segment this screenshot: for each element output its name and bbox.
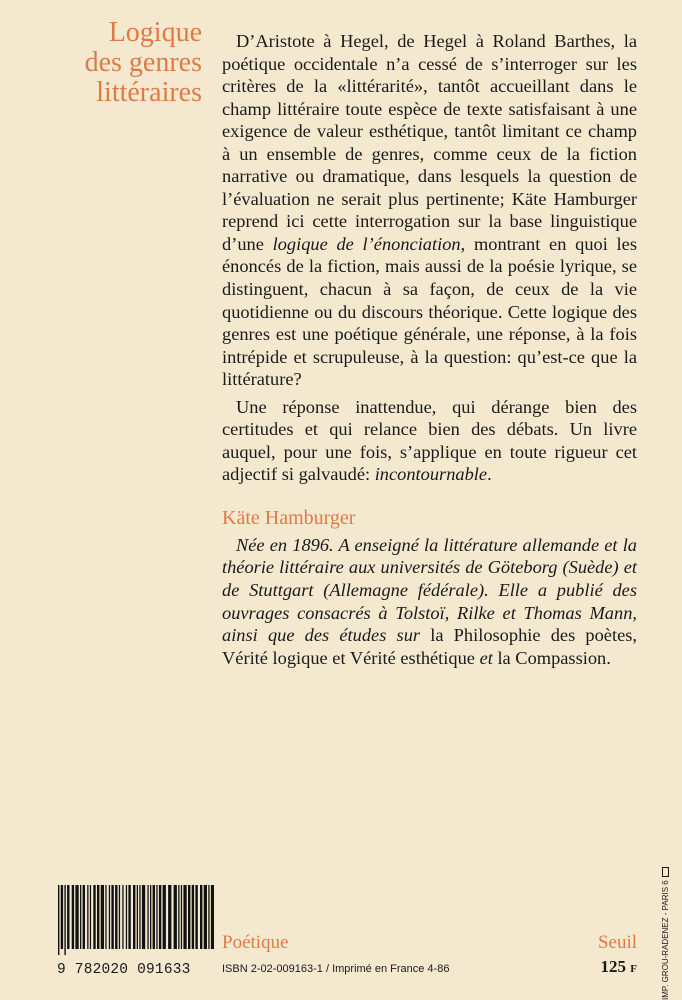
barcode-bar — [58, 885, 59, 955]
barcode-bar — [128, 885, 130, 949]
author-name: Käte Hamburger — [222, 506, 356, 529]
blurb-paragraph-1 — [222, 30, 637, 391]
text-run: incontournable — [374, 464, 488, 485]
text-run: . — [487, 464, 492, 485]
barcode-bar — [181, 885, 182, 949]
barcode-bar — [200, 885, 202, 949]
barcode-bar — [80, 885, 81, 949]
barcode-bar — [122, 885, 123, 949]
text-run: D’Aristote à Hegel, de Hegel à Roland Barthes, la poétique occidentale n’a cessé de s’interroger sur les critères de la «littérarité», tantôt accueillant dans le champ littéraire toute espèce de texte satisfaisant à une exigence de valeur esthétique, tantôt limitant ce champ à un ensemble de genres, comme ceux de la fiction narrative ou dramatique, dans lesquels la question de l’évaluation ne serait plus pertinente; Käte Hamburger reprend ici cette interrogation sur la base linguistique d’une — [222, 31, 637, 254]
barcode-bar — [156, 885, 157, 949]
barcode-bar — [105, 885, 106, 949]
text-run: , montrant en quoi les énoncés de la fiction, mais aussi de la poésie lyrique, se distinguent, chacun à sa façon, de ceux de la vie quotidienne ou du discours théorique. Cette logique des genres est une poétique générale, une réponse, à la fois intrépide et scrupuleuse, à la question: qu’est-ce que la littérature? — [222, 233, 637, 390]
barcode-bar — [126, 885, 127, 949]
text-run: Une réponse inattendue, qui dérange bien des certitudes et qui relance bien des débats. Un livre auquel, pour une fois, s’applique en toute rigueur cet adjectif si galvaudé: — [222, 396, 637, 485]
barcode-bar — [90, 885, 91, 949]
barcode-bar — [97, 885, 99, 949]
barcode-bar — [150, 885, 151, 949]
text-run: logique de l’énonciation — [272, 233, 461, 254]
author-bio — [222, 534, 637, 669]
blurb-paragraph-2 — [222, 396, 637, 486]
title-line: Logique — [108, 17, 202, 48]
barcode-digits: 9 782020 091633 — [57, 962, 191, 978]
price — [601, 957, 637, 977]
barcode-bar — [111, 885, 113, 949]
printer-logo-icon — [662, 867, 669, 877]
barcode-bar — [64, 885, 65, 955]
barcode-bar — [133, 885, 135, 949]
collection-name: Poétique — [222, 932, 289, 953]
barcode-bar — [147, 885, 148, 949]
barcode-bar — [142, 885, 145, 949]
barcode-bar — [75, 885, 78, 949]
barcode-bar — [109, 885, 110, 949]
barcode-bar — [61, 885, 63, 949]
barcode-bar — [87, 885, 88, 949]
text-run: la Philosophie des poètes, Vérité logique et Vérité esthétique — [222, 625, 637, 668]
text-run: Née en 1896. A enseigné la littérature allemande et la théorie littéraire aux universités de Göteborg (Suède) et de Stuttgart (Allemagne fédérale). Elle a publié des ouvrages consacrés à Tolstoï, Rilke et Thomas Mann, ainsi que des études sur — [222, 534, 637, 646]
price-value: 125 — [600, 957, 627, 976]
barcode-bar — [139, 885, 140, 949]
title-line: littéraires — [96, 77, 202, 108]
barcode-bar — [188, 885, 190, 949]
text-run: la Compassion. — [492, 647, 611, 668]
barcode-bar — [137, 885, 138, 949]
barcode-bar — [204, 885, 207, 949]
barcode-bar — [83, 885, 85, 949]
barcode-bar — [93, 885, 95, 949]
barcode-bar — [183, 885, 186, 949]
barcode-bar — [115, 885, 117, 949]
barcode-bar — [163, 885, 166, 949]
barcode-bar — [211, 885, 214, 949]
printer-credit — [661, 867, 670, 1000]
barcode-bar — [174, 885, 177, 949]
barcode-bar — [67, 885, 69, 949]
barcode-bar — [101, 885, 104, 949]
barcode-bar — [119, 885, 120, 949]
barcode-bar — [178, 885, 179, 949]
barcode-bar — [208, 885, 209, 949]
title-line: des genres — [84, 47, 202, 78]
barcode — [57, 885, 215, 955]
barcode-bar — [195, 885, 197, 949]
barcode-bar — [168, 885, 171, 949]
publisher-name: Seuil — [597, 932, 637, 953]
barcode-bar — [72, 885, 74, 949]
barcode-bar — [192, 885, 194, 949]
book-title — [40, 18, 202, 108]
price-unit: F — [630, 963, 637, 975]
text-run: et — [479, 647, 493, 668]
isbn-line: ISBN 2-02-009163-1 / Imprimé en France 4-86 — [222, 963, 450, 975]
barcode-bar — [159, 885, 161, 949]
printer-line: IMP. GROU-RADENEZ - PARIS 6 — [661, 880, 670, 1000]
back-cover-text — [222, 30, 637, 669]
barcode-bar — [153, 885, 155, 949]
